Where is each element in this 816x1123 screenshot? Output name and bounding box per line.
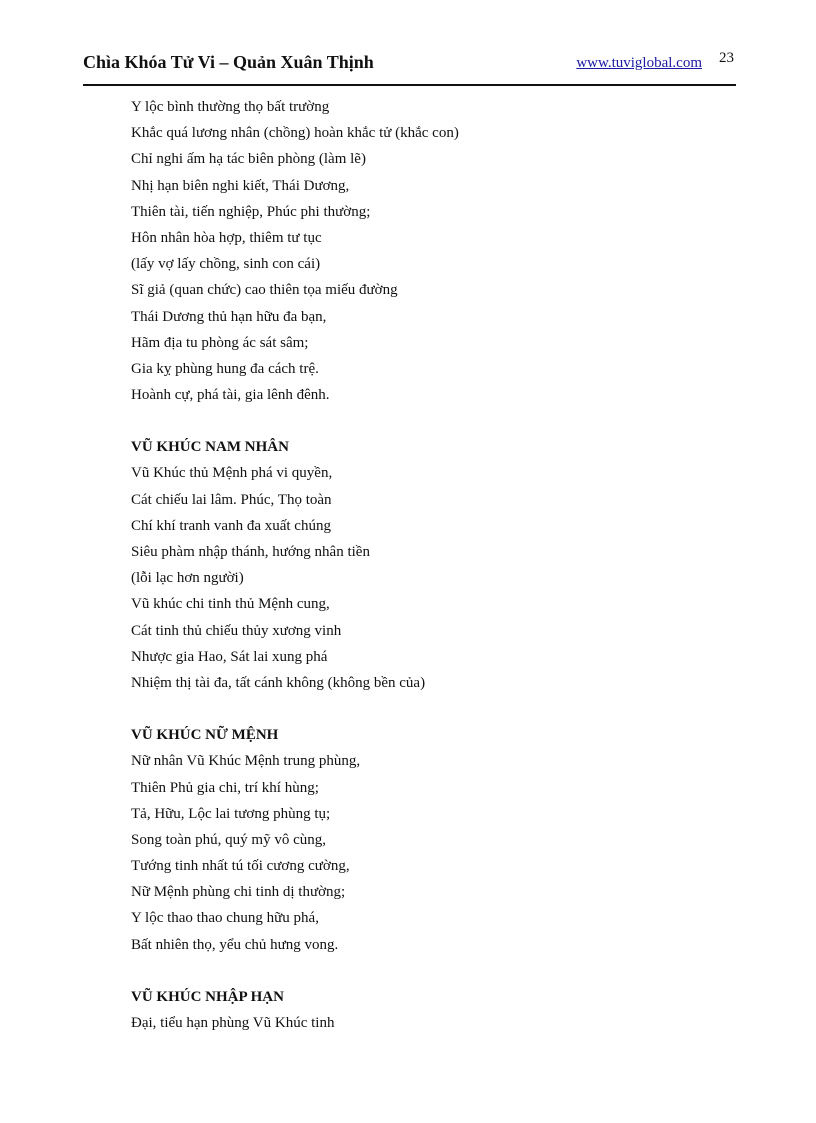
verse-line: (lỗi lạc hơn người) [131, 570, 244, 587]
section-heading: VŨ KHÚC NAM NHÂN [131, 439, 289, 456]
verse-line: Hãm địa tu phòng ác sát sâm; [131, 334, 309, 351]
verse-line: Thiên Phủ gia chi, trí khí hùng; [131, 779, 319, 796]
document-body [131, 94, 731, 1036]
verse-line: Tả, Hữu, Lộc lai tương phùng tụ; [131, 805, 331, 822]
verse-line: Tướng tinh nhất tú tối cương cường, [131, 858, 350, 875]
verse-line: Thái Dương thủ hạn hữu đa bạn, [131, 308, 327, 325]
verse-line: Gia kỵ phùng hung đa cách trệ. [131, 360, 319, 377]
verse-line: Cát chiếu lai lâm. Phúc, Thọ toàn [131, 491, 332, 508]
verse-line: Chí khí tranh vanh đa xuất chúng [131, 517, 331, 534]
verse-line: Khắc quá lương nhân (chồng) hoàn khắc tử (khắc con) [131, 125, 459, 142]
verse-line: Thiên tài, tiến nghiệp, Phúc phi thường; [131, 203, 371, 220]
verse-line: Y lộc thao thao chung hữu phá, [131, 910, 319, 927]
verse-line: Vũ Khúc thủ Mệnh phá vi quyền, [131, 465, 333, 482]
page-header [83, 50, 736, 86]
page-number: 23 [719, 50, 734, 66]
verse-line: Bất nhiên thọ, yểu chủ hưng vong. [131, 936, 339, 953]
verse-line: Nữ Mệnh phùng chi tinh dị thường; [131, 884, 346, 901]
verse-line: Song toàn phú, quý mỹ vô cùng, [131, 831, 326, 848]
verse-line: Hôn nhân hòa hợp, thiêm tư tục [131, 229, 322, 246]
section-heading: VŨ KHÚC NỮ MỆNH [131, 727, 279, 744]
verse-line: Siêu phàm nhập thánh, hướng nhân tiền [131, 544, 370, 560]
verse-line: Nhược gia Hao, Sát lai xung phá [131, 648, 328, 665]
header-title: Chìa Khóa Tử Vi – Quản Xuân Thịnh [83, 52, 374, 72]
section-heading: VŨ KHÚC NHẬP HẠN [131, 988, 284, 1005]
verse-line: Đại, tiểu hạn phùng Vũ Khúc tinh [131, 1015, 335, 1031]
verse-line: Y lộc bình thường thọ bất trường [131, 99, 330, 115]
website-link[interactable]: www.tuviglobal.com [576, 55, 702, 71]
verse-line: Hoành cự, phá tài, gia lênh đênh. [131, 387, 330, 404]
verse-line: Chỉ nghi ấm hạ tác biên phòng (làm lẽ) [131, 151, 366, 168]
verse-line: (lấy vợ lấy chồng, sinh con cái) [131, 256, 321, 273]
verse-line: Nhị hạn biên nghi kiết, Thái Dương, [131, 177, 350, 194]
verse-line: Cát tinh thủ chiếu thủy xương vinh [131, 622, 342, 639]
verse-line: Sĩ giả (quan chức) cao thiên tọa miếu đường [131, 282, 398, 299]
verse-line: Vũ khúc chi tinh thủ Mệnh cung, [131, 596, 330, 613]
verse-line: Nhiệm thị tài đa, tất cánh không (không bền của) [131, 674, 426, 691]
verse-line: Nữ nhân Vũ Khúc Mệnh trung phùng, [131, 753, 361, 770]
